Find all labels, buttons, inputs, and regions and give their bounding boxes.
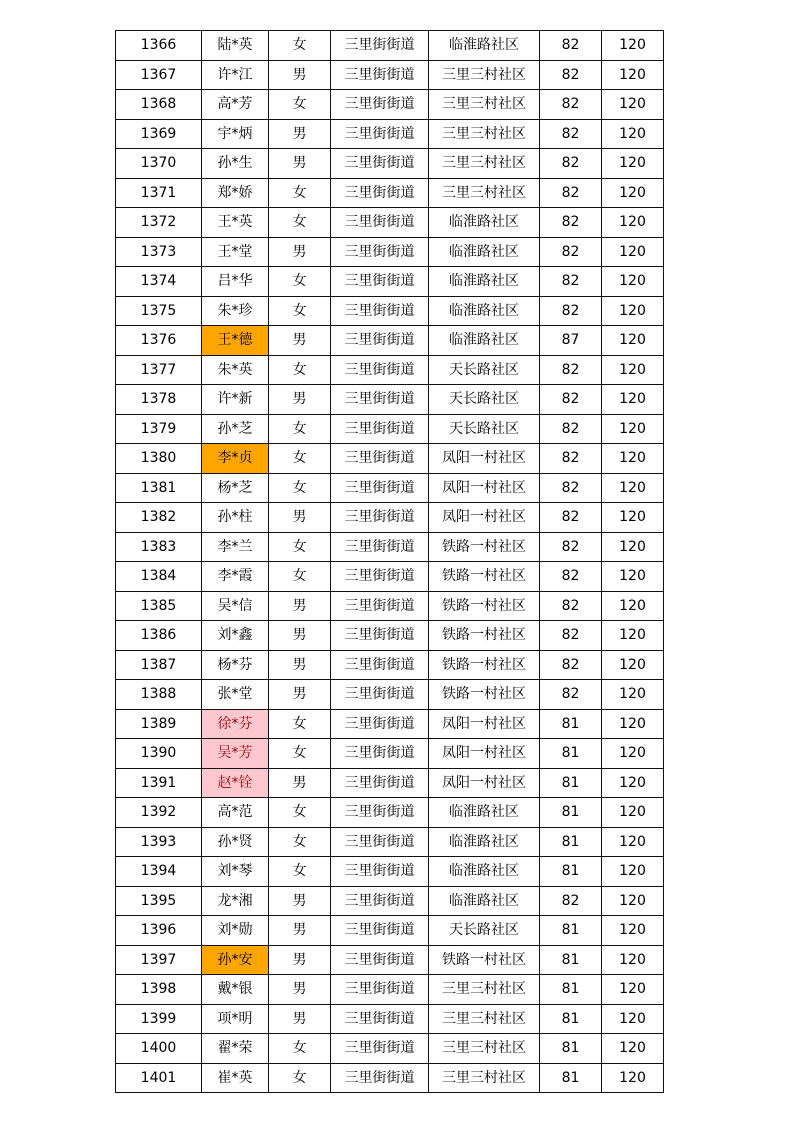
- street-cell: 三里街街道: [331, 1034, 429, 1064]
- gender-cell: 女: [269, 414, 331, 444]
- table-body: [116, 31, 664, 1093]
- table-row: [116, 208, 664, 238]
- amount-cell: 120: [602, 1034, 664, 1064]
- amount-cell: 120: [602, 414, 664, 444]
- street-cell: 三里街街道: [331, 650, 429, 680]
- gender-cell: 女: [269, 473, 331, 503]
- gender-cell: 女: [269, 827, 331, 857]
- amount-cell: 120: [602, 532, 664, 562]
- name-cell: 杨*芝: [202, 473, 269, 503]
- street-cell: 三里街街道: [331, 473, 429, 503]
- age-cell: 82: [540, 90, 602, 120]
- community-cell: 凤阳一村社区: [429, 503, 540, 533]
- serial-number-cell: 1375: [116, 296, 202, 326]
- serial-number-cell: 1388: [116, 680, 202, 710]
- age-cell: 82: [540, 473, 602, 503]
- amount-cell: 120: [602, 709, 664, 739]
- street-cell: 三里街街道: [331, 296, 429, 326]
- serial-number-cell: 1383: [116, 532, 202, 562]
- name-cell: 戴*银: [202, 975, 269, 1005]
- table-row: [116, 621, 664, 651]
- serial-number-cell: 1398: [116, 975, 202, 1005]
- serial-number-cell: 1401: [116, 1063, 202, 1093]
- community-cell: 临淮路社区: [429, 827, 540, 857]
- amount-cell: 120: [602, 473, 664, 503]
- serial-number-cell: 1387: [116, 650, 202, 680]
- table-row: [116, 90, 664, 120]
- serial-number-cell: 1368: [116, 90, 202, 120]
- name-cell: 孙*贤: [202, 827, 269, 857]
- street-cell: 三里街街道: [331, 916, 429, 946]
- gender-cell: 女: [269, 709, 331, 739]
- gender-cell: 女: [269, 208, 331, 238]
- community-cell: 凤阳一村社区: [429, 739, 540, 769]
- gender-cell: 男: [269, 119, 331, 149]
- amount-cell: 120: [602, 237, 664, 267]
- street-cell: 三里街街道: [331, 178, 429, 208]
- table-row: [116, 473, 664, 503]
- gender-cell: 男: [269, 503, 331, 533]
- amount-cell: 120: [602, 444, 664, 474]
- name-cell: 王*德: [202, 326, 269, 356]
- community-cell: 临淮路社区: [429, 296, 540, 326]
- age-cell: 82: [540, 208, 602, 238]
- table-row: [116, 945, 664, 975]
- community-cell: 铁路一村社区: [429, 680, 540, 710]
- table-row: [116, 267, 664, 297]
- amount-cell: 120: [602, 355, 664, 385]
- amount-cell: 120: [602, 768, 664, 798]
- amount-cell: 120: [602, 798, 664, 828]
- table-row: [116, 60, 664, 90]
- serial-number-cell: 1373: [116, 237, 202, 267]
- table-row: [116, 886, 664, 916]
- community-cell: 临淮路社区: [429, 326, 540, 356]
- amount-cell: 120: [602, 827, 664, 857]
- table-row: [116, 444, 664, 474]
- serial-number-cell: 1395: [116, 886, 202, 916]
- gender-cell: 男: [269, 916, 331, 946]
- table-row: [116, 709, 664, 739]
- gender-cell: 女: [269, 90, 331, 120]
- serial-number-cell: 1385: [116, 591, 202, 621]
- gender-cell: 女: [269, 562, 331, 592]
- gender-cell: 男: [269, 149, 331, 179]
- gender-cell: 女: [269, 1063, 331, 1093]
- gender-cell: 男: [269, 621, 331, 651]
- table-row: [116, 355, 664, 385]
- street-cell: 三里街街道: [331, 680, 429, 710]
- gender-cell: 女: [269, 355, 331, 385]
- name-cell: 崔*英: [202, 1063, 269, 1093]
- amount-cell: 120: [602, 60, 664, 90]
- name-cell: 吴*信: [202, 591, 269, 621]
- serial-number-cell: 1392: [116, 798, 202, 828]
- gender-cell: 女: [269, 444, 331, 474]
- age-cell: 82: [540, 296, 602, 326]
- street-cell: 三里街街道: [331, 237, 429, 267]
- serial-number-cell: 1384: [116, 562, 202, 592]
- gender-cell: 男: [269, 60, 331, 90]
- age-cell: 82: [540, 503, 602, 533]
- age-cell: 81: [540, 916, 602, 946]
- amount-cell: 120: [602, 149, 664, 179]
- name-cell: 张*堂: [202, 680, 269, 710]
- gender-cell: 男: [269, 1004, 331, 1034]
- amount-cell: 120: [602, 650, 664, 680]
- street-cell: 三里街街道: [331, 414, 429, 444]
- table-row: [116, 768, 664, 798]
- community-cell: 临淮路社区: [429, 267, 540, 297]
- name-cell: 龙*湘: [202, 886, 269, 916]
- gender-cell: 男: [269, 975, 331, 1005]
- table-row: [116, 798, 664, 828]
- age-cell: 82: [540, 31, 602, 61]
- serial-number-cell: 1371: [116, 178, 202, 208]
- name-cell: 许*新: [202, 385, 269, 415]
- street-cell: 三里街街道: [331, 857, 429, 887]
- table-row: [116, 916, 664, 946]
- table-row: [116, 237, 664, 267]
- table-row: [116, 562, 664, 592]
- street-cell: 三里街街道: [331, 149, 429, 179]
- serial-number-cell: 1386: [116, 621, 202, 651]
- name-cell: 王*堂: [202, 237, 269, 267]
- serial-number-cell: 1396: [116, 916, 202, 946]
- street-cell: 三里街街道: [331, 975, 429, 1005]
- name-cell: 李*兰: [202, 532, 269, 562]
- street-cell: 三里街街道: [331, 739, 429, 769]
- name-cell: 赵*铨: [202, 768, 269, 798]
- table-row: [116, 326, 664, 356]
- street-cell: 三里街街道: [331, 355, 429, 385]
- table-row: [116, 739, 664, 769]
- table-row: [116, 1004, 664, 1034]
- age-cell: 81: [540, 798, 602, 828]
- age-cell: 81: [540, 975, 602, 1005]
- community-cell: 铁路一村社区: [429, 650, 540, 680]
- table-row: [116, 1034, 664, 1064]
- age-cell: 82: [540, 355, 602, 385]
- street-cell: 三里街街道: [331, 709, 429, 739]
- serial-number-cell: 1377: [116, 355, 202, 385]
- age-cell: 82: [540, 444, 602, 474]
- age-cell: 81: [540, 768, 602, 798]
- gender-cell: 女: [269, 267, 331, 297]
- table-row: [116, 680, 664, 710]
- table-row: [116, 503, 664, 533]
- serial-number-cell: 1366: [116, 31, 202, 61]
- community-cell: 临淮路社区: [429, 857, 540, 887]
- table-row: [116, 532, 664, 562]
- amount-cell: 120: [602, 562, 664, 592]
- community-cell: 三里三村社区: [429, 975, 540, 1005]
- age-cell: 82: [540, 414, 602, 444]
- serial-number-cell: 1374: [116, 267, 202, 297]
- age-cell: 82: [540, 178, 602, 208]
- community-cell: 临淮路社区: [429, 31, 540, 61]
- age-cell: 81: [540, 1034, 602, 1064]
- community-cell: 铁路一村社区: [429, 532, 540, 562]
- serial-number-cell: 1380: [116, 444, 202, 474]
- name-cell: 孙*安: [202, 945, 269, 975]
- table-row: [116, 149, 664, 179]
- community-cell: 三里三村社区: [429, 90, 540, 120]
- table-row: [116, 296, 664, 326]
- table-row: [116, 178, 664, 208]
- name-cell: 孙*生: [202, 149, 269, 179]
- age-cell: 87: [540, 326, 602, 356]
- name-cell: 项*明: [202, 1004, 269, 1034]
- table-row: [116, 650, 664, 680]
- age-cell: 81: [540, 827, 602, 857]
- amount-cell: 120: [602, 119, 664, 149]
- age-cell: 82: [540, 650, 602, 680]
- name-cell: 许*江: [202, 60, 269, 90]
- community-cell: 铁路一村社区: [429, 591, 540, 621]
- gender-cell: 女: [269, 1034, 331, 1064]
- street-cell: 三里街街道: [331, 119, 429, 149]
- community-cell: 天长路社区: [429, 385, 540, 415]
- gender-cell: 女: [269, 532, 331, 562]
- table-row: [116, 1063, 664, 1093]
- age-cell: 82: [540, 680, 602, 710]
- age-cell: 81: [540, 857, 602, 887]
- street-cell: 三里街街道: [331, 267, 429, 297]
- name-cell: 朱*珍: [202, 296, 269, 326]
- street-cell: 三里街街道: [331, 532, 429, 562]
- name-cell: 李*贞: [202, 444, 269, 474]
- table-row: [116, 31, 664, 61]
- community-cell: 凤阳一村社区: [429, 444, 540, 474]
- community-cell: 临淮路社区: [429, 208, 540, 238]
- street-cell: 三里街街道: [331, 1063, 429, 1093]
- age-cell: 82: [540, 60, 602, 90]
- gender-cell: 男: [269, 385, 331, 415]
- gender-cell: 男: [269, 886, 331, 916]
- name-cell: 徐*芬: [202, 709, 269, 739]
- name-cell: 刘*鑫: [202, 621, 269, 651]
- document-page: [115, 30, 663, 1093]
- community-cell: 铁路一村社区: [429, 945, 540, 975]
- gender-cell: 男: [269, 326, 331, 356]
- amount-cell: 120: [602, 680, 664, 710]
- street-cell: 三里街街道: [331, 60, 429, 90]
- gender-cell: 男: [269, 591, 331, 621]
- serial-number-cell: 1378: [116, 385, 202, 415]
- serial-number-cell: 1400: [116, 1034, 202, 1064]
- serial-number-cell: 1370: [116, 149, 202, 179]
- name-cell: 刘*琴: [202, 857, 269, 887]
- name-cell: 孙*芝: [202, 414, 269, 444]
- serial-number-cell: 1379: [116, 414, 202, 444]
- amount-cell: 120: [602, 503, 664, 533]
- table-row: [116, 591, 664, 621]
- age-cell: 82: [540, 562, 602, 592]
- street-cell: 三里街街道: [331, 591, 429, 621]
- street-cell: 三里街街道: [331, 208, 429, 238]
- community-cell: 三里三村社区: [429, 1063, 540, 1093]
- street-cell: 三里街街道: [331, 621, 429, 651]
- age-cell: 81: [540, 1004, 602, 1034]
- amount-cell: 120: [602, 90, 664, 120]
- age-cell: 82: [540, 886, 602, 916]
- age-cell: 82: [540, 591, 602, 621]
- community-cell: 临淮路社区: [429, 886, 540, 916]
- street-cell: 三里街街道: [331, 326, 429, 356]
- gender-cell: 男: [269, 237, 331, 267]
- age-cell: 82: [540, 621, 602, 651]
- street-cell: 三里街街道: [331, 827, 429, 857]
- table-row: [116, 827, 664, 857]
- serial-number-cell: 1393: [116, 827, 202, 857]
- community-cell: 天长路社区: [429, 916, 540, 946]
- age-cell: 81: [540, 739, 602, 769]
- amount-cell: 120: [602, 178, 664, 208]
- name-cell: 吕*华: [202, 267, 269, 297]
- table-row: [116, 975, 664, 1005]
- gender-cell: 男: [269, 945, 331, 975]
- community-cell: 天长路社区: [429, 414, 540, 444]
- amount-cell: 120: [602, 31, 664, 61]
- age-cell: 82: [540, 267, 602, 297]
- age-cell: 81: [540, 945, 602, 975]
- street-cell: 三里街街道: [331, 503, 429, 533]
- table-row: [116, 385, 664, 415]
- name-cell: 刘*勋: [202, 916, 269, 946]
- community-cell: 凤阳一村社区: [429, 709, 540, 739]
- name-cell: 陆*英: [202, 31, 269, 61]
- community-cell: 临淮路社区: [429, 237, 540, 267]
- serial-number-cell: 1372: [116, 208, 202, 238]
- community-cell: 三里三村社区: [429, 178, 540, 208]
- amount-cell: 120: [602, 739, 664, 769]
- serial-number-cell: 1399: [116, 1004, 202, 1034]
- name-cell: 翟*荣: [202, 1034, 269, 1064]
- gender-cell: 男: [269, 650, 331, 680]
- serial-number-cell: 1367: [116, 60, 202, 90]
- amount-cell: 120: [602, 326, 664, 356]
- street-cell: 三里街街道: [331, 444, 429, 474]
- gender-cell: 女: [269, 31, 331, 61]
- name-cell: 高*芳: [202, 90, 269, 120]
- community-cell: 三里三村社区: [429, 149, 540, 179]
- serial-number-cell: 1390: [116, 739, 202, 769]
- table-row: [116, 414, 664, 444]
- community-cell: 铁路一村社区: [429, 562, 540, 592]
- street-cell: 三里街街道: [331, 1004, 429, 1034]
- age-cell: 82: [540, 237, 602, 267]
- community-cell: 凤阳一村社区: [429, 473, 540, 503]
- name-cell: 郑*娇: [202, 178, 269, 208]
- amount-cell: 120: [602, 1063, 664, 1093]
- age-cell: 81: [540, 1063, 602, 1093]
- amount-cell: 120: [602, 296, 664, 326]
- serial-number-cell: 1369: [116, 119, 202, 149]
- name-cell: 宇*炳: [202, 119, 269, 149]
- amount-cell: 120: [602, 591, 664, 621]
- name-cell: 李*霞: [202, 562, 269, 592]
- gender-cell: 女: [269, 798, 331, 828]
- amount-cell: 120: [602, 208, 664, 238]
- community-cell: 临淮路社区: [429, 798, 540, 828]
- gender-cell: 男: [269, 768, 331, 798]
- amount-cell: 120: [602, 886, 664, 916]
- community-cell: 三里三村社区: [429, 1034, 540, 1064]
- serial-number-cell: 1397: [116, 945, 202, 975]
- community-cell: 铁路一村社区: [429, 621, 540, 651]
- amount-cell: 120: [602, 267, 664, 297]
- age-cell: 82: [540, 532, 602, 562]
- community-cell: 三里三村社区: [429, 60, 540, 90]
- gender-cell: 女: [269, 296, 331, 326]
- age-cell: 82: [540, 149, 602, 179]
- community-cell: 三里三村社区: [429, 1004, 540, 1034]
- name-cell: 孙*柱: [202, 503, 269, 533]
- gender-cell: 女: [269, 178, 331, 208]
- street-cell: 三里街街道: [331, 768, 429, 798]
- amount-cell: 120: [602, 945, 664, 975]
- street-cell: 三里街街道: [331, 798, 429, 828]
- gender-cell: 女: [269, 857, 331, 887]
- age-cell: 81: [540, 709, 602, 739]
- amount-cell: 120: [602, 916, 664, 946]
- gender-cell: 男: [269, 680, 331, 710]
- street-cell: 三里街街道: [331, 31, 429, 61]
- community-cell: 凤阳一村社区: [429, 768, 540, 798]
- street-cell: 三里街街道: [331, 945, 429, 975]
- age-cell: 82: [540, 119, 602, 149]
- name-cell: 吴*芳: [202, 739, 269, 769]
- serial-number-cell: 1382: [116, 503, 202, 533]
- amount-cell: 120: [602, 975, 664, 1005]
- community-cell: 三里三村社区: [429, 119, 540, 149]
- serial-number-cell: 1391: [116, 768, 202, 798]
- street-cell: 三里街街道: [331, 385, 429, 415]
- serial-number-cell: 1381: [116, 473, 202, 503]
- amount-cell: 120: [602, 385, 664, 415]
- name-cell: 高*范: [202, 798, 269, 828]
- table-row: [116, 119, 664, 149]
- serial-number-cell: 1389: [116, 709, 202, 739]
- street-cell: 三里街街道: [331, 886, 429, 916]
- serial-number-cell: 1394: [116, 857, 202, 887]
- amount-cell: 120: [602, 857, 664, 887]
- gender-cell: 女: [269, 739, 331, 769]
- community-cell: 天长路社区: [429, 355, 540, 385]
- amount-cell: 120: [602, 1004, 664, 1034]
- serial-number-cell: 1376: [116, 326, 202, 356]
- street-cell: 三里街街道: [331, 562, 429, 592]
- name-cell: 朱*英: [202, 355, 269, 385]
- amount-cell: 120: [602, 621, 664, 651]
- name-cell: 王*英: [202, 208, 269, 238]
- table-row: [116, 857, 664, 887]
- street-cell: 三里街街道: [331, 90, 429, 120]
- age-cell: 82: [540, 385, 602, 415]
- records-table: [115, 30, 664, 1093]
- name-cell: 杨*芬: [202, 650, 269, 680]
